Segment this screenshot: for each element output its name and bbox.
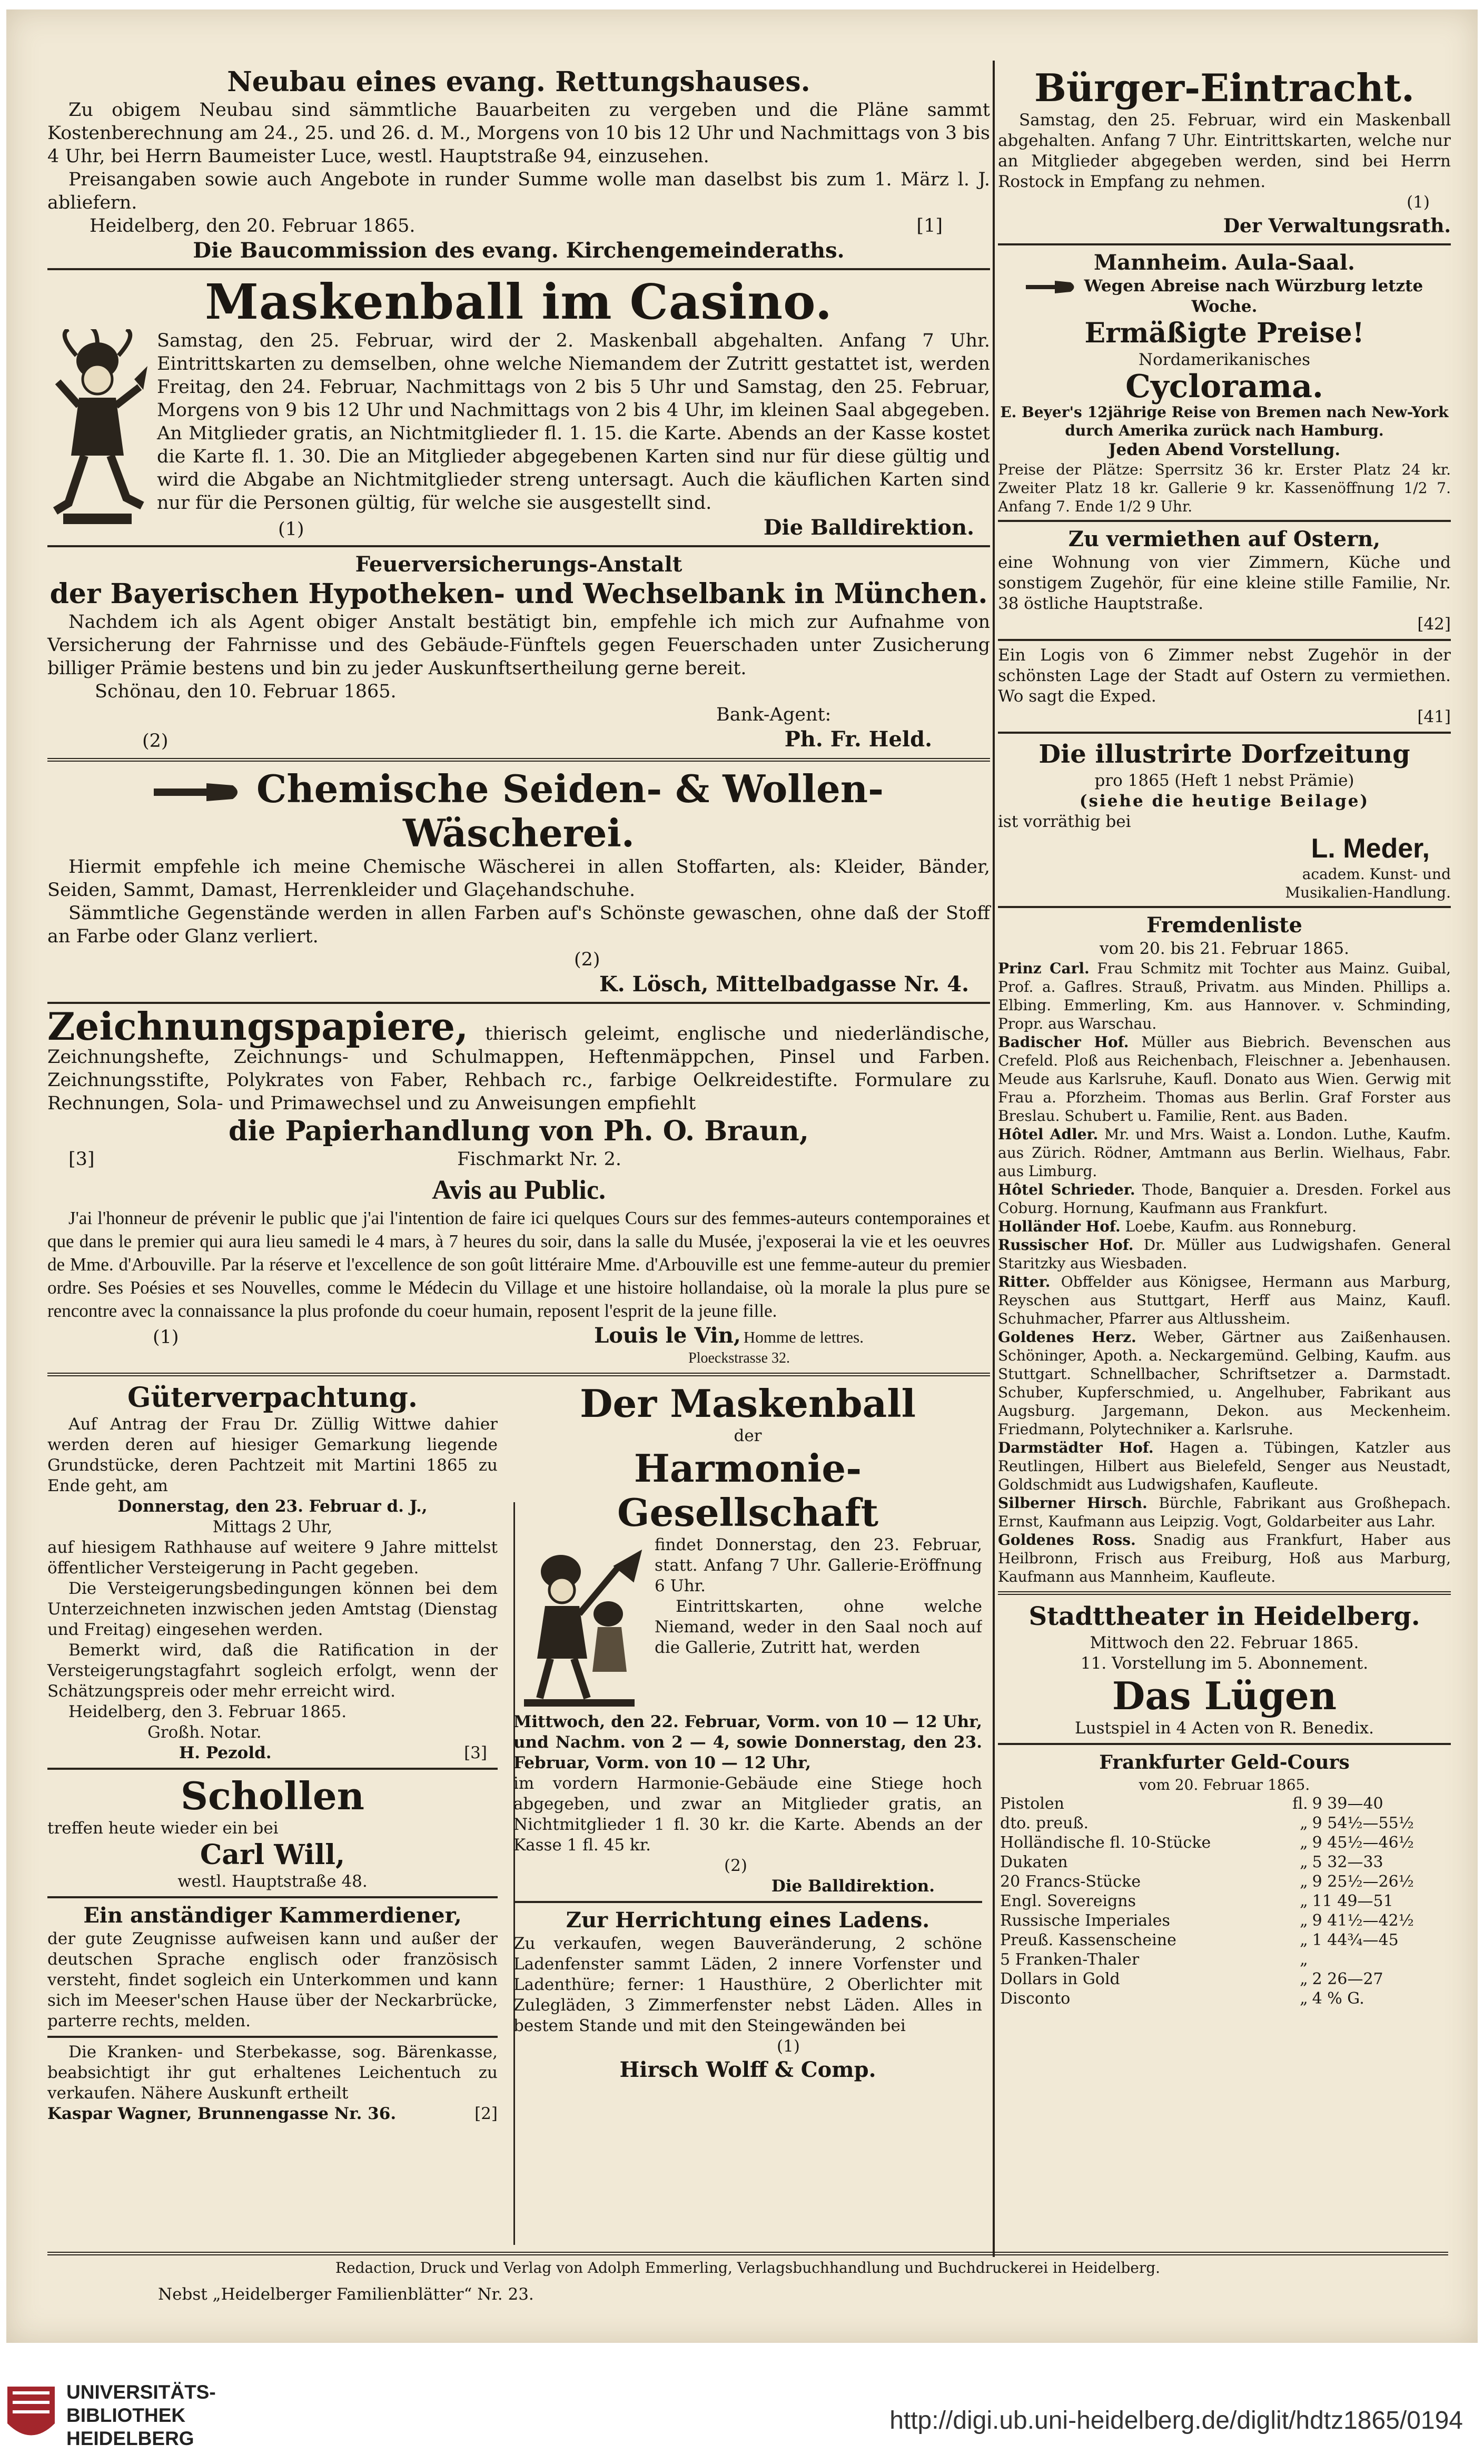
guest-names: Müller aus Biebrich. Bevenschen aus Crefeld. Ploß aus Reichenbach, Fleischner a. Jebenhausen. Meude aus Karlsruhe, Kaufl. Donato aus Wien. Gerwig mit Frau a. Pforzheim. Thomas aus Berlin. Graf Forster aus Breslau. Schubert u. Familie, Rent. aus Baden. [998,1033,1451,1125]
ad-role: Großh. Notar. [147,1723,262,1742]
ad-name: L. Meder, [1311,833,1430,864]
table-row [998,1813,1451,1833]
ad-text: der gute Zeugnisse aufweisen kann und außer der deutschen Sprache englisch oder französisch versteht, findet sogleich ein Unterkommen und kann sich im Meeser'schen Hause über der Neckarbrücke, parterre rechts, melden. [47,1929,498,2031]
ad-text: J'ai l'honneur de prévenir le public que j'ai l'intention de faire ici quelques Cours sur des femmes-auteurs contemporaines et que dans le premier qui aura lieu samedi le 4 mars, à 7 heures du soir, dans la salle du Musée, j'exposerai la vie et les oeuvres de Mme. d'Arbouville. Par la réserve et l'excellence de son goût littéraire Mme. d'Arbouville est une femme-auteur du premier ordre. Ses Poésies et ses Nouvelles, comme le Médecin du Village et une histoire hollandaise, où la morale la plus pure se rencontre avec la connaissance la plus profonde du coeur humain, reposent l'esprit de la jeune fille. [47,1208,990,1321]
ad-signature: Ph. Fr. Held. [784,727,932,752]
ad-signature: Hirsch Wolff & Comp. [619,2057,876,2082]
ad-zeichnungspapiere [47,1004,990,1171]
table-date: vom 20. Februar 1865. [1139,1776,1310,1793]
ad-cyclorama [998,250,1451,516]
ad-signature: die Papierhandlung von Ph. O. Braun, [229,1115,809,1147]
rate-name: 5 Franken-Thaler [1000,1950,1140,1969]
ad-ref: (2) [574,949,600,970]
ad-schollen [47,1774,498,1892]
ad-title: Neubau eines evang. Rettungshauses. [227,66,810,98]
ad-address: Fischmarkt Nr. 2. [457,1149,621,1170]
ad-text: thierisch geleimt, englische und niederländische, Zeichnungshefte, Zeichnungs- und Schulmappen, Heftenmäppchen, Pinsel und Farben. Zeichnungsstifte, Polykrates von Faber, Rehbach rc., farbige Oelkreidestifte. Formulare zu Rechnungen, Sola- und Primawechsel und zu Anweisungen empfiehlt [47,1023,990,1114]
table-row [998,1911,1451,1930]
pointing-hand-icon [154,779,243,805]
ad-ref: [42] [1417,615,1451,634]
ad-avis-au-public [47,1174,990,1367]
list-dates: vom 20. bis 21. Februar 1865. [1100,939,1349,958]
rate-unit: „ [1300,1814,1308,1832]
ad-text: ist vorräthig bei [998,812,1131,831]
rate-unit: „ [1300,1931,1308,1949]
guest-names: Weber, Gärtner aus Zaißenhausen. Schöninger, Apoth. a. Neckargemünd. Gelbing, Kaufm. aus Stuttgart. Schnellbacher, Schriftsetzer a. Darmstadt. Schuber, Kupferschmied, u. Angelhuber, Fabrikant aus Augsburg. Jargemann, Dekon. aus Meckenheim. Friedmann, Polytechniker a. Karlsruhe. [998,1328,1451,1438]
rate-value: 4 % G. [1312,1989,1364,2008]
permalink[interactable]: http://digi.ub.uni-heidelberg.de/diglit/hdtz1865/0194 [889,2407,1463,2435]
exchange-rate-table [998,1794,1451,2008]
ad-signature: Der Verwaltungsrath. [1223,215,1451,237]
rate-name: Preuß. Kassenscheine [1000,1931,1176,1949]
guest-entry [998,1273,1451,1328]
hotel-name: Hôtel Adler. [998,1126,1099,1143]
hotel-name: Goldenes Herz. [998,1328,1136,1346]
ad-ref: [1] [916,215,943,236]
hotel-name: Silberner Hirsch. [998,1494,1147,1512]
rate-name: Disconto [1000,1989,1071,2008]
ad-text: Bemerkt wird, daß die Ratification in der Versteigerungstagfahrt sogleich erfolgt, wenn der Schätzungspreis oder mehr erreicht wird. [47,1641,498,1701]
guest-names: Hagen a. Tübingen, Katzler aus Reutlingen, Hilbert aus Bielefeld, Senger aus Neustadt, Goldschmidt aus Ludwigshafen, Kaufleute. [998,1439,1451,1493]
guest-names: Bürchle, Fabrikant aus Großhepach. Ernst, Kaufmann aus Leipzig. Vogt, Goldarbeiter aus Lahr. [998,1494,1451,1530]
ad-text: findet Donnerstag, den 23. Februar, statt. Anfang 7 Uhr. Gallerie-Eröffnung 6 Uhr. [655,1535,982,1595]
geld-cours [998,1749,1451,2008]
ad-feuerversicherung [47,551,990,753]
ad-signature: K. Lösch, Mittelbadgasse Nr. 4. [599,972,969,997]
ad-ref: (2) [142,731,169,752]
ad-ref: [3] [464,1743,487,1762]
ad-text: Die Kranken- und Sterbekasse, sog. Bärenkasse, beabsichtigt ihr gut erhaltenes Leichentuch zu verkaufen. Nähere Auskunft ertheilt [47,2043,498,2103]
guest-list [998,959,1451,1586]
guest-names: Obffelder aus Königsee, Hermann aus Marburg, Reyschen aus Stuttgart, Herff aus Mainz, Kaufl. Schuhmacher, Pfarrer aus Altlussheim. [998,1273,1451,1327]
supplement-note: Nebst „Heidelberger Familienblätter“ Nr. 23. [158,2285,534,2304]
table-row [998,1930,1451,1950]
ad-signature: Die Balldirektion. [763,515,974,540]
rate-value: 9 54½—55½ [1312,1814,1414,1832]
ad-day: Donnerstag, den 23. Februar d. J., [117,1497,428,1516]
library-logo-icon [7,2387,55,2445]
ad-title: Zur Herrichtung eines Ladens. [566,1908,930,1933]
ad-ladenverkauf [513,1907,982,2083]
footer-bar [0,2343,1484,2464]
ad-title: Bürger-Eintracht. [1034,65,1415,110]
ad-text: pro 1865 (Heft 1 nebst Prämie) [1094,771,1354,790]
left-subcolumn [47,1382,498,2127]
hotel-name: Prinz Carl. [998,960,1090,977]
ad-address: westl. Hauptstraße 48. [177,1872,368,1891]
ad-text: Ein Logis von 6 Zimmer nebst Zugehör in der schönsten Lage der Stadt auf Ostern zu vermiethen. Wo sagt die Exped. [998,646,1451,706]
guest-entry [998,1236,1451,1273]
fremdenliste [998,912,1451,1586]
ad-text: Sämmtliche Gegenstände werden in allen Farben auf's Schönste gewaschen, ohne daß der Stoff an Farbe oder Glanz verliert. [47,903,990,947]
ad-text: academ. Kunst- und Musikalien-Handlung. [1285,865,1451,901]
rate-unit: „ [1300,1872,1308,1891]
rate-unit: „ [1300,1911,1308,1930]
guest-names: Loebe, Kaufm. aus Ronneburg. [1125,1218,1357,1235]
ad-title: Stadttheater in Heidelberg. [1028,1602,1420,1631]
rate-value: 5 32—33 [1312,1853,1383,1871]
rate-name: Holländische fl. 10-Stücke [1000,1834,1211,1852]
guest-entry [998,1438,1451,1494]
ad-text: E. Beyer's 12jährige Reise von Bremen nach New-York durch Amerika zurück nach Hamburg. [1000,403,1449,439]
rate-unit: „ [1300,1950,1308,1969]
ad-ref: (1) [777,2037,800,2056]
table-row [998,1833,1451,1852]
ad-signature: H. Pezold. [179,1743,272,1762]
rate-value [1310,1950,1451,1969]
ad-text: Preisangaben sowie auch Angebote in runder Summe wolle man daselbst bis zum 1. März l. J. abliefern. [47,169,990,213]
rate-unit: „ [1300,1834,1308,1852]
guest-names: Thode, Banquier a. Dresden. Forkel aus Coburg. Hornung, Kaufmann aus Frankfurt. [998,1181,1451,1217]
ad-text: Hiermit empfehle ich meine Chemische Wäscherei in allen Stoffarten, als: Kleider, Bänder, Seiden, Sammt, Damast, Herrenkleider und Glaçehandschuhe. [47,856,990,901]
ad-text: treffen heute wieder ein bei [47,1819,279,1838]
ad-title: Zu vermiethen auf Ostern, [1068,527,1381,551]
ad-text: Auf Antrag der Frau Dr. Züllig Wittwe dahier werden deren auf hiesiger Gemarkung liegende Grundstücke, deren Pachtzeit mit Martini 1865 zu Ende geht, am [47,1415,498,1495]
ad-title: Harmonie-Gesellschaft [617,1446,878,1535]
rate-unit: „ [1300,1989,1308,2008]
ad-kammerdiener [47,1903,498,2032]
ad-harmonie-maskenball [513,1382,982,1897]
imprint: Redaction, Druck und Verlag von Adolph Emmerling, Verlagsbuchhandlung und Buchdruckerei in Heidelberg. [335,2259,1161,2276]
ad-date: Heidelberg, den 3. Februar 1865. [68,1702,347,1721]
ad-text: (siehe die heutige Beilage) [1079,792,1370,811]
masked-dancers-illustration [513,1535,645,1709]
jester-illustration [47,329,147,529]
ad-maskenball-casino [47,274,990,541]
ad-name: Carl Will, [200,1839,345,1871]
guest-entry [998,959,1451,1033]
guest-names: Mr. und Mrs. Waist a. London. Luthe, Kaufm. aus Zürich. Rödner, Amtmann aus Berlin. Wielhaus, Fabr. aus Limburg. [998,1126,1451,1180]
ad-date: Heidelberg, den 20. Februar 1865. [90,215,415,236]
ad-role: Bank-Agent: [716,704,832,725]
rate-value: 9 39—40 [1312,1795,1383,1813]
ad-text: Zu verkaufen, wegen Bauveränderung, 2 schöne Ladenfenster sammt Läden, 2 innere Vorfenster und Ladenthüre; ferner: 1 Hausthüre, 2 Oberlichter mit Zulegläden, 3 Zimmerfenster nebst Läden. Alles in bestem Stande und mit den Steingewänden bei [513,1934,982,2035]
ad-title: Chemische Seiden- & Wollen-Wäscherei. [256,766,884,855]
ad-neubau [47,66,990,264]
right-subcolumn [513,1382,982,2127]
ad-text: auf hiesigem Rathhause auf weitere 9 Jahre mittelst öffentlicher Versteigerung in Pacht gegeben. [47,1538,498,1578]
hotel-name: Russischer Hof. [998,1236,1134,1254]
rate-name: 20 Francs-Stücke [1000,1872,1141,1891]
ad-play-title: Das Lügen [1112,1673,1337,1718]
rate-name: Russische Imperiales [1000,1911,1170,1930]
ad-ref: [3] [68,1149,95,1170]
hotel-name: Goldenes Ross. [998,1531,1136,1549]
hotel-name: Badischer Hof. [998,1033,1129,1051]
ad-title: Schollen [180,1773,365,1818]
guest-entry [998,1531,1451,1586]
table-row [998,1969,1451,1989]
list-title: Fremdenliste [1146,913,1302,938]
ad-signature: Die Balldirektion. [771,1877,935,1896]
logo-line: BIBLIOTHEK [66,2404,186,2426]
guest-names: Dr. Müller aus Ludwigshafen. General Staritzky aus Wiesbaden. [998,1236,1451,1272]
rate-unit: „ [1300,1970,1308,1988]
ad-subtitle: Nordamerikanisches [1138,350,1311,369]
ad-dorfzeitung [998,738,1451,902]
ad-notice: Wegen Abreise nach Würzburg letzte Woche. [1084,277,1423,316]
rate-value: 9 45½—46½ [1312,1834,1414,1852]
right-column [998,66,1451,2012]
ad-title: Maskenball im Casino. [205,274,833,330]
ad-ref: (2) [724,1856,747,1875]
table-row [998,1794,1451,1813]
ad-price-title: Ermäßigte Preise! [1084,317,1364,349]
guest-entry [998,1033,1451,1125]
rate-value: 9 41½—42½ [1312,1911,1414,1930]
ad-title: Ein anständiger Kammerdiener, [83,1903,462,1928]
ad-address: Ploeckstrasse 32. [688,1350,790,1366]
guest-entry [998,1217,1451,1236]
rate-unit: „ [1300,1892,1308,1910]
ad-gueterverpachtung [47,1382,498,1763]
ad-title: Die illustrirte Dorfzeitung [1038,740,1410,769]
guest-entry [998,1494,1451,1531]
rate-unit: fl. [1292,1795,1308,1813]
ad-subtitle: Feuerversicherungs-Anstalt [355,552,682,577]
ad-date: Mittwoch den 22. Februar 1865. [1090,1633,1359,1652]
ad-time: Mittags 2 Uhr, [212,1517,333,1536]
ad-text: Eintrittskarten, ohne welche Niemand, weder in den Saal noch auf die Gallerie, Zutritt hat, werden [655,1597,982,1657]
pointing-hand-icon [1026,279,1079,295]
ad-schedule: Mittwoch, den 22. Februar, Vorm. von 10 — 12 Uhr, und Nachm. von 2 — 4, sowie Donnerstag, den 23. Februar, Vorm. von 10 — 12 Uhr, [513,1712,982,1772]
logo-line: UNIVERSITÄTS- [66,2381,216,2403]
hotel-name: Darmstädter Hof. [998,1439,1154,1456]
rate-unit: „ [1300,1853,1308,1871]
ad-ref: (1) [1407,193,1430,212]
rate-name: Pistolen [1000,1795,1064,1813]
ad-text: Zu obigem Neubau sind sämmtliche Bauarbeiten zu vergeben und die Pläne sammt Kostenberechnung am 24., 25. und 26. d. M., Morgens von 10 bis 12 Uhr und Nachmittags von 3 bis 4 Uhr, bei Herrn Baumeister Luce, westl. Hauptstraße 94, einzusehen. [47,100,990,167]
ad-title: Güterverpachtung. [127,1382,418,1414]
rate-name: Dukaten [1000,1853,1068,1871]
table-row [998,1852,1451,1872]
ad-title: Zeichnungspapiere, [47,1004,469,1049]
rate-value: 2 26—27 [1312,1970,1383,1988]
library-logo[interactable] [7,2381,216,2450]
ad-ref: [41] [1417,707,1451,726]
guest-entry [998,1125,1451,1180]
rate-value: 9 25½—26½ [1312,1872,1414,1891]
ad-signature: Louis le Vin, [594,1323,741,1348]
ad-text: eine Wohnung von vier Zimmern, Küche und sonstigem Zugehör, für eine kleine stille Familie, Nr. 38 östliche Hauptstraße. [998,553,1451,613]
ad-stadttheater [998,1600,1451,1739]
ad-text: 11. Vorstellung im 5. Abonnement. [1080,1654,1369,1673]
ad-prices: Preise der Plätze: Sperrsitz 36 kr. Erster Platz 24 kr. Zweiter Platz 18 kr. Gallerie 9 kr. Kassenöffnung 1/2 7. Anfang 7. Ende 1/2 9 Uhr. [998,461,1451,515]
ad-vermiethen [998,526,1451,635]
hotel-name: Holländer Hof. [998,1218,1121,1235]
rate-value: 1 44¾—45 [1312,1931,1399,1949]
ad-text: Samstag, den 25. Februar, wird ein Maskenball abgehalten. Anfang 7 Uhr. Eintrittskarten, welche nur an Mitglieder abgegeben werden, sind bei Herrn Rostock in Empfang zu nehmen. [998,111,1451,191]
ad-role: Homme de lettres. [743,1328,864,1346]
ad-logis [998,645,1451,727]
table-row [998,1872,1451,1891]
ad-schedule: Jeden Abend Vorstellung. [1108,440,1341,459]
guest-entry [998,1180,1451,1217]
ad-title: Der Maskenball [580,1382,916,1426]
guest-names: Snadig aus Frankfurt, Haber aus Heilbronn, Frisch aus Freiburg, Hoß aus Marburg, Kaufmann aus Mannheim, Kaufleute. [998,1531,1451,1585]
hotel-name: Ritter. [998,1273,1051,1290]
ad-title: der Bayerischen Hypotheken- und Wechselbank in München. [50,578,988,610]
ad-title: Cyclorama. [1125,368,1323,405]
ad-date: Schönau, den 10. Februar 1865. [95,681,397,702]
rate-value: 11 49—51 [1312,1892,1393,1910]
ad-text: Nachdem ich als Agent obiger Anstalt bestätigt bin, empfehle ich mich zur Aufnahme von Versicherung der Fahrnisse und des Gebäude-Fünftels gegen Feuerschaden unter Zusicherung billiger Prämie bestens und bin zu jeder Auskunftsertheilung gerne bereit. [47,612,990,679]
rate-name: Dollars in Gold [1000,1970,1120,1988]
ad-text: im vordern Harmonie-Gebäude eine Stiege hoch abgegeben, und zwar an Mitglieder gratis, an Nichtmitglieder 1 fl. 30 kr. die Karte. Abends an der Kasse 1 fl. 45 kr. [513,1774,982,1855]
guest-names: Frau Schmitz mit Tochter aus Mainz. Guibal, Prof. a. Gaflres. Strauß, Privatm. aus Minden. Phillips a. Elbing. Emmerling, Km. aus Hannover. v. Schminding, Propr. aus Warschau. [998,960,1451,1032]
guest-entry [998,1328,1451,1438]
ad-text: Samstag, den 25. Februar, wird der 2. Maskenball abgehalten. Anfang 7 Uhr. Eintrittskarten zu demselben, ohne welche Niemandem der Zutritt gestattet ist, werden Freitag, den 24. Februar, Nachmittags von 2 bis 5 Uhr und Samstag, den 25. Februar, Morgens von 9 bis 12 Uhr und Nachmittags von 2 bis 4 Uhr, im kleinen Saal abgegeben. An Mitglieder gratis, an Nichtmitglieder fl. 1. 15. die Karte. Abends an der Kasse kostet die Karte fl. 1. 30. Die an Mitglieder abgegebenen Karten sind nur für diese gültig und wird die Abgabe an Nichtmitglieder streng untersagt. Auch die käuflichen Karten sind nur für die Personen gültig, für welche sie ausgestellt sind. [157,330,990,514]
ad-signature: Die Baucommission des evang. Kirchengemeinderaths. [193,238,845,263]
table-row [998,1950,1451,1969]
ad-connector: der [734,1426,762,1445]
table-title: Frankfurter Geld-Cours [1099,1751,1350,1773]
ad-buerger-eintracht [998,66,1451,239]
logo-line: HEIDELBERG [66,2428,194,2449]
ad-place: Mannheim. Aula-Saal. [1094,250,1355,275]
ad-ref: (1) [278,519,304,540]
ad-text: Die Versteigerungsbedingungen können bei dem Unterzeichneten inzwischen jeden Amtstag (Dienstag und Freitag) eingesehen werden. [47,1579,498,1639]
column-divider [993,61,995,2257]
ad-ref: (1) [153,1327,179,1348]
table-row [998,1989,1451,2008]
table-row [998,1891,1451,1911]
hotel-name: Hôtel Schrieder. [998,1181,1135,1198]
ad-text: Lustspiel in 4 Acten von R. Benedix. [1075,1719,1374,1738]
ad-ref: [2] [474,2104,498,2123]
ad-signature: Kaspar Wagner, Brunnengasse Nr. 36. [47,2104,397,2123]
ad-krankenkasse [47,2042,498,2124]
rate-name: Engl. Sovereigns [1000,1892,1136,1910]
ad-title: Avis au Public. [432,1175,606,1205]
rate-name: dto. preuß. [1000,1814,1089,1832]
ad-seiden-waescherei [47,767,990,998]
